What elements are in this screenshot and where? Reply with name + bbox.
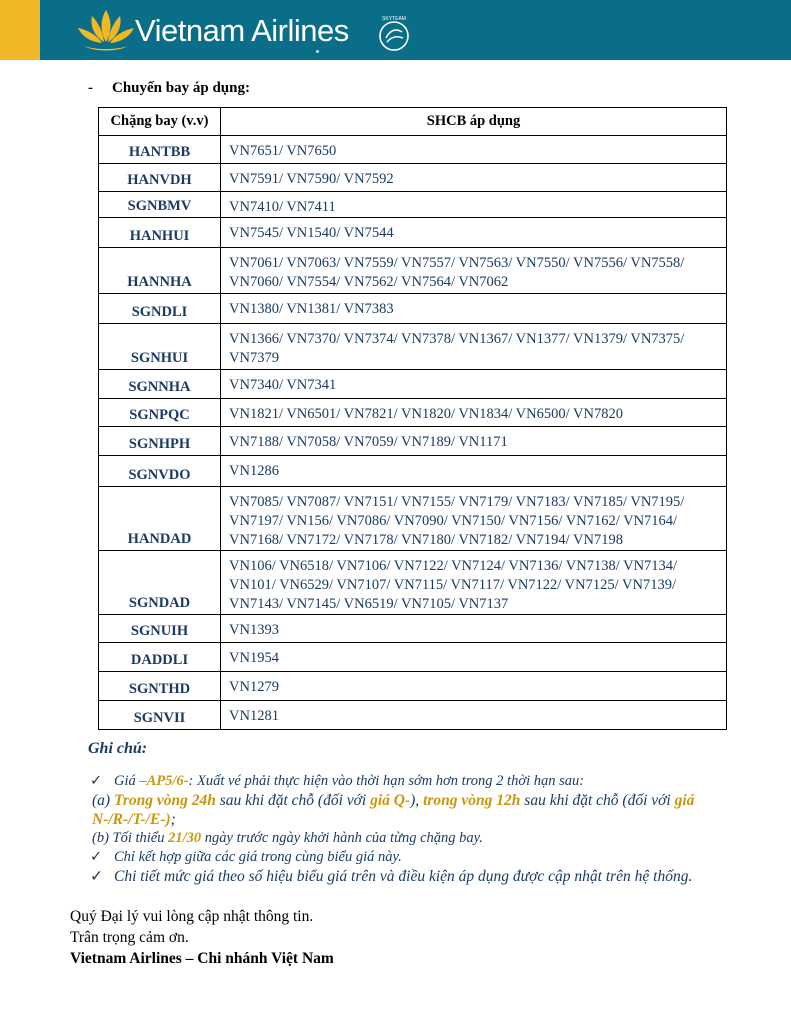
check-icon: ✓: [90, 868, 103, 885]
route-cell: SGNDLI: [99, 294, 221, 324]
table-row: [99, 615, 727, 643]
flights-cell: VN1821/ VN6501/ VN7821/ VN1820/ VN1834/ VN6500/ VN7820: [221, 399, 727, 427]
flights-table: [98, 107, 727, 730]
flights-cell: VN1366/ VN7370/ VN7374/ VN7378/ VN1367/ VN1377/ VN1379/ VN7375/ VN7379: [221, 324, 727, 370]
route-cell: SGNPQC: [99, 399, 221, 427]
table-row: [99, 164, 727, 192]
note-highlight: giá Q-: [370, 792, 411, 809]
route-cell: SGNTHD: [99, 672, 221, 701]
note-highlight: –AP5/6-: [139, 773, 189, 789]
flights-cell: VN1281: [221, 701, 727, 730]
closing-block: [70, 906, 334, 969]
route-cell: HANDAD: [99, 487, 221, 551]
table-row: [99, 136, 727, 164]
flights-cell: VN7340/ VN7341: [221, 370, 727, 399]
note-highlight: trong vòng 12h: [423, 792, 521, 809]
route-cell: HANHUI: [99, 218, 221, 248]
skyteam-text: SKYTEAM: [382, 16, 406, 22]
note-highlight: 21/30: [168, 830, 202, 846]
table-row: [99, 456, 727, 487]
table-row: [99, 551, 727, 615]
route-cell: SGNHPH: [99, 427, 221, 456]
route-cell: SGNVII: [99, 701, 221, 730]
note-text: sau khi đặt chỗ (đối với: [520, 792, 675, 809]
flights-cell: VN7651/ VN7650: [221, 136, 727, 164]
section-title-text: Chuyến bay áp dụng:: [112, 80, 250, 96]
flights-cell: VN1393: [221, 615, 727, 643]
note-text: Chỉ kết hợp giữa các giá trong cùng biểu giá này.: [114, 849, 402, 865]
flights-cell: VN1279: [221, 672, 727, 701]
note-highlight: giá N-/R-/T-/E-): [92, 792, 695, 828]
skyteam-logo-icon: [372, 14, 416, 54]
header-bar: [0, 0, 791, 60]
table-row: [99, 399, 727, 427]
brand-dot: [316, 50, 319, 53]
table-row: [99, 672, 727, 701]
check-icon: ✓: [90, 773, 103, 789]
note-text: ),: [410, 792, 424, 809]
route-cell: HANNHA: [99, 248, 221, 294]
route-cell: HANTBB: [99, 136, 221, 164]
note-condition-b: [80, 829, 770, 848]
route-cell: SGNVDO: [99, 456, 221, 487]
note-text: Giá: [114, 773, 140, 789]
signature: Vietnam Airlines – Chi nhánh Việt Nam: [70, 950, 334, 967]
section-title: [88, 80, 250, 97]
flights-cell: VN1954: [221, 643, 727, 672]
flights-cell: VN1286: [221, 456, 727, 487]
flights-cell: VN7545/ VN1540/ VN7544: [221, 218, 727, 248]
table-row: [99, 218, 727, 248]
note-combine-rule: [80, 848, 770, 867]
table-header-row: [99, 108, 727, 136]
header-accent-strip: [0, 0, 40, 60]
table-row: [99, 294, 727, 324]
note-condition-a: [80, 791, 770, 829]
closing-line-update: Quý Đại lý vui lòng cập nhật thông tin.: [70, 908, 314, 925]
route-cell: SGNDAD: [99, 551, 221, 615]
table-row: [99, 487, 727, 551]
note-text: : Xuất vé phải thực hiện vào thời hạn sớm hơn trong 2 thời hạn sau:: [188, 773, 585, 789]
note-detail-rule: [80, 867, 770, 886]
lotus-logo-icon: [76, 6, 136, 54]
header-route: Chặng bay (v.v): [99, 108, 221, 136]
note-text: ngày trước ngày khởi hành của từng chặng bay.: [201, 830, 483, 846]
route-cell: SGNBMV: [99, 192, 221, 218]
flights-cell: VN7188/ VN7058/ VN7059/ VN7189/ VN1171: [221, 427, 727, 456]
table-row: [99, 192, 727, 218]
route-cell: HANVDH: [99, 164, 221, 192]
note-text: (a): [92, 792, 114, 809]
route-cell: SGNNHA: [99, 370, 221, 399]
note-highlight: Trong vòng 24h: [113, 792, 216, 809]
route-cell: SGNUIH: [99, 615, 221, 643]
note-text: sau khi đặt chỗ (đối với: [215, 792, 371, 809]
table-row: [99, 324, 727, 370]
table-row: [99, 427, 727, 456]
note-ap-rule: [80, 772, 770, 791]
table-row: [99, 248, 727, 294]
header-flights: SHCB áp dụng: [221, 108, 727, 136]
route-cell: SGNHUI: [99, 324, 221, 370]
flights-cell: VN7591/ VN7590/ VN7592: [221, 164, 727, 192]
flights-cell: VN7410/ VN7411: [221, 192, 727, 218]
flights-cell: VN106/ VN6518/ VN7106/ VN7122/ VN7124/ VN7136/ VN7138/ VN7134/ VN101/ VN6529/ VN7107/ VN7115/ VN7117/ VN7122/ VN7125/ VN7139/ VN7143/ VN7145/ VN6519/ VN7105/ VN7137: [221, 551, 727, 615]
section-dash: -: [88, 80, 93, 96]
route-cell: DADDLI: [99, 643, 221, 672]
flights-cell: VN7061/ VN7063/ VN7559/ VN7557/ VN7563/ VN7550/ VN7556/ VN7558/ VN7060/ VN7554/ VN7562/ VN7564/ VN7062: [221, 248, 727, 294]
check-icon: ✓: [90, 849, 103, 865]
table-row: [99, 701, 727, 730]
table-row: [99, 643, 727, 672]
flights-cell: VN1380/ VN1381/ VN7383: [221, 294, 727, 324]
note-text: Chi tiết mức giá theo số hiệu biểu giá trên và điều kiện áp dụng được cập nhật trên hệ thống.: [114, 868, 693, 885]
note-text: ;: [170, 811, 176, 828]
note-text: (b) Tối thiểu: [92, 830, 169, 846]
closing-line-thanks: Trân trọng cảm ơn.: [70, 929, 189, 946]
brand-name: Vietnam Airlines: [135, 13, 349, 48]
flights-cell: VN7085/ VN7087/ VN7151/ VN7155/ VN7179/ VN7183/ VN7185/ VN7195/ VN7197/ VN156/ VN7086/ VN7090/ VN7150/ VN7156/ VN7162/ VN7164/ VN7168/ VN7172/ VN7178/ VN7180/ VN7182/ VN7194/ VN7198: [221, 487, 727, 551]
notes-section: [80, 740, 770, 886]
notes-heading: Ghi chú:: [88, 740, 148, 757]
table-row: [99, 370, 727, 399]
